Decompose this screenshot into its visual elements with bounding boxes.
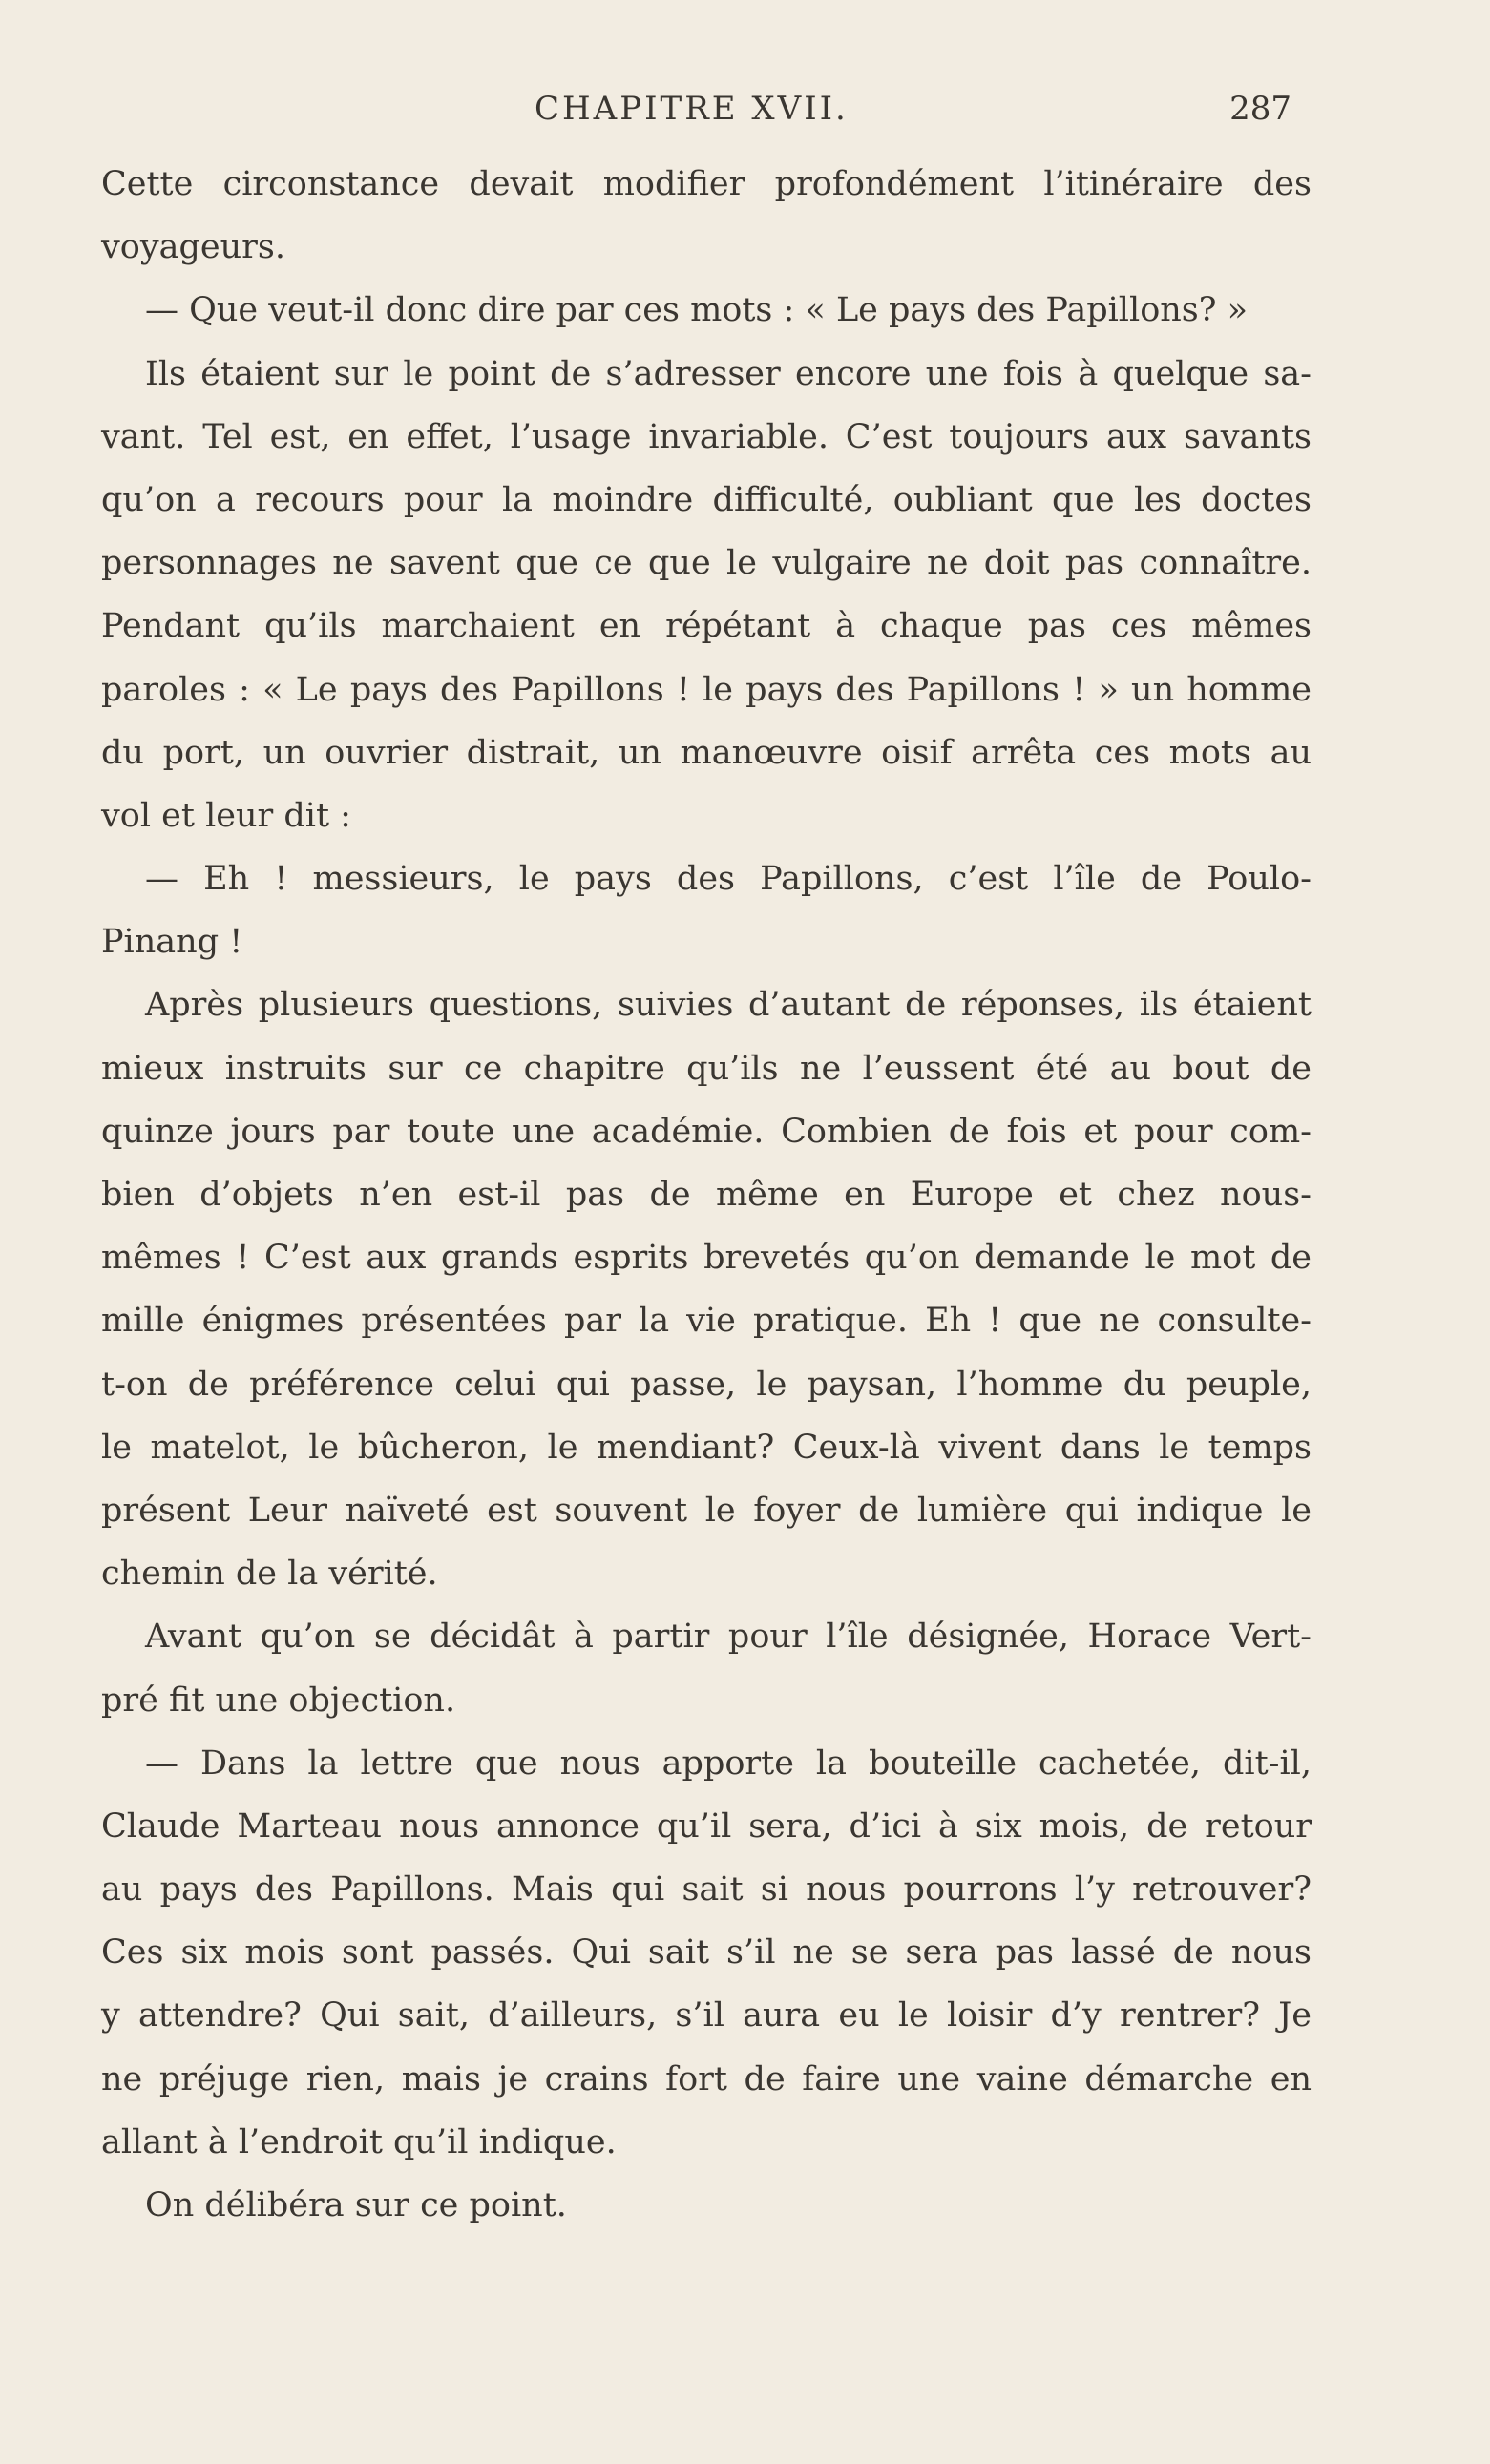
page-number: 287 [1229, 90, 1291, 128]
text-line: mêmes ! C’est aux grands esprits brevetés qu’on demande le mot de [101, 1239, 1312, 1278]
text-line: — Eh ! messieurs, le pays des Papillons, c’est l’île de Poulo- [145, 860, 1312, 899]
running-head: CHAPITRE XVII. [535, 90, 849, 128]
text-line: au pays des Papillons. Mais qui sait si nous pourrons l’y retrouver? [101, 1870, 1312, 1910]
text-line: présent Leur naïveté est souvent le foyer de lumière qui indique le [101, 1491, 1312, 1530]
text-line: vol et leur dit : [101, 796, 351, 835]
text-line: du port, un ouvrier distrait, un manœuvre oisif arrêta ces mots au [101, 733, 1312, 772]
text-line: paroles : « Le pays des Papillons ! le pays des Papillons ! » un homme [101, 670, 1312, 709]
text-line: pré fit une objection. [101, 1681, 456, 1720]
text-line: — Dans la lettre que nous apporte la bouteille cachetée, dit-il, [145, 1744, 1312, 1783]
text-line: t-on de préférence celui qui passe, le paysan, l’homme du peuple, [101, 1365, 1312, 1404]
text-line: Claude Marteau nous annonce qu’il sera, d’ici à six mois, de retour [101, 1806, 1312, 1846]
text-line: quinze jours par toute une académie. Combien de fois et pour com- [101, 1112, 1312, 1151]
text-line: y attendre? Qui sait, d’ailleurs, s’il aura eu le loisir d’y rentrer? Je [101, 1996, 1312, 2036]
text-line: bien d’objets n’en est-il pas de même en Europe et chez nous- [101, 1176, 1312, 1214]
text-line: mille énigmes présentées par la vie pratique. Eh ! que ne consulte- [101, 1302, 1312, 1341]
text-line: personnages ne savent que ce que le vulgaire ne doit pas connaître. [101, 544, 1312, 583]
text-line: voyageurs. [101, 228, 285, 267]
text-line: Ils étaient sur le point de s’adresser encore une fois à quelque sa- [145, 354, 1312, 393]
text-line: Pendant qu’ils marchaient en répétant à chaque pas ces mêmes [101, 607, 1312, 646]
text-line: On délibéra sur ce point. [145, 2186, 567, 2224]
text-line: Avant qu’on se décidât à partir pour l’île désignée, Horace Vert- [145, 1618, 1312, 1657]
text-line: vant. Tel est, en effet, l’usage invariable. C’est toujours aux savants [101, 417, 1312, 456]
text-line: mieux instruits sur ce chapitre qu’ils ne l’eussent été au bout de [101, 1049, 1312, 1088]
text-line: Pinang ! [101, 923, 243, 962]
text-line: — Que veut-il donc dire par ces mots : « Le pays des Papillons? » [145, 291, 1249, 330]
text-line: Après plusieurs questions, suivies d’autant de réponses, ils étaient [145, 986, 1312, 1025]
text-line: chemin de la vérité. [101, 1555, 438, 1594]
text-line: allant à l’endroit qu’il indique. [101, 2122, 617, 2161]
text-line: ne préjuge rien, mais je crains fort de faire une vaine démarche en [101, 2059, 1312, 2099]
text-line: Ces six mois sont passés. Qui sait s’il ne se sera pas lassé de nous [101, 1933, 1312, 1973]
text-line: qu’on a recours pour la moindre difficulté, oubliant que les doctes [101, 480, 1312, 519]
text-line: Cette circonstance devait modifier profondément l’itinéraire des [101, 165, 1312, 203]
body-text [101, 153, 1312, 2237]
text-line: le matelot, le bûcheron, le mendiant? Ceux-là vivent dans le temps [101, 1428, 1312, 1467]
page-header [0, 90, 1490, 137]
